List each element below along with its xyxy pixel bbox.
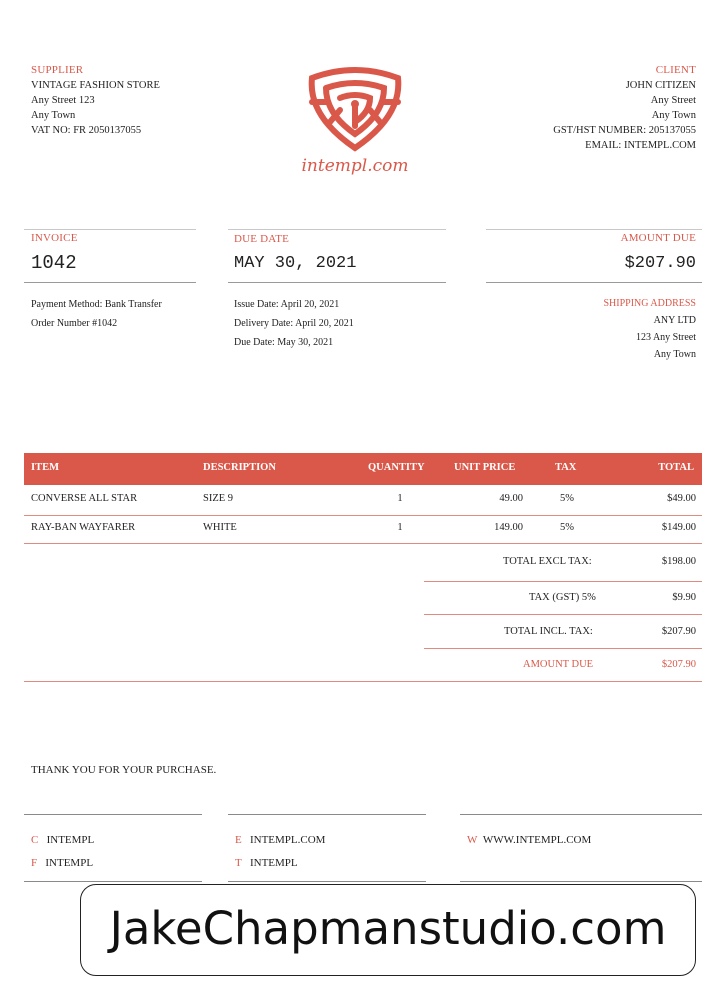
header-unit-price: UNIT PRICE — [454, 462, 516, 473]
due-date-value: MAY 30, 2021 — [234, 254, 357, 273]
company-value: INTEMPL — [46, 834, 95, 846]
fax-value: INTEMPL — [45, 857, 94, 869]
supplier-town: Any Town — [31, 110, 76, 121]
row-description: WHITE — [203, 522, 237, 533]
divider — [24, 881, 202, 882]
footer-website — [467, 829, 591, 852]
supplier-name: VINTAGE FASHION STORE — [31, 80, 160, 91]
header-quantity: QUANTITY — [368, 462, 425, 473]
invoice-number: 1042 — [31, 252, 77, 274]
divider — [24, 282, 196, 283]
table-bottom-divider — [24, 681, 702, 682]
row-divider — [24, 515, 702, 516]
total-incl-tax-value: $207.90 — [661, 626, 696, 637]
summary-divider — [424, 581, 702, 582]
row-description: SIZE 9 — [203, 493, 234, 504]
divider — [460, 881, 702, 882]
row-total: $49.00 — [667, 493, 696, 504]
client-gst: GST/HST NUMBER: 205137055 — [553, 125, 696, 136]
client-email: EMAIL: INTEMPL.COM — [585, 140, 696, 151]
supplier-heading: SUPPLIER — [31, 64, 84, 76]
divider — [486, 229, 702, 230]
divider — [24, 229, 196, 230]
divider — [460, 814, 702, 815]
issue-date: Issue Date: April 20, 2021 — [234, 299, 340, 310]
telephone-value: INTEMPL — [249, 857, 298, 869]
footer-company — [31, 829, 94, 875]
amount-due-label: AMOUNT DUE — [620, 232, 696, 244]
web-letter: W — [467, 834, 478, 846]
email-value: INTEMPL.COM — [249, 834, 326, 846]
tax-label: TAX (GST) 5% — [529, 592, 596, 603]
maze-shield-logo-icon — [290, 64, 420, 154]
divider — [24, 814, 202, 815]
payment-method: Payment Method: Bank Transfer — [31, 299, 162, 310]
company-letter: C — [31, 834, 39, 846]
client-street: Any Street — [650, 95, 696, 106]
row-unit-price: 49.00 — [499, 493, 523, 504]
divider — [228, 229, 446, 230]
watermark-banner: JakeChapmanstudio.com — [80, 884, 696, 976]
telephone-letter: T — [235, 857, 242, 869]
row-divider — [24, 543, 702, 544]
summary-divider — [424, 648, 702, 649]
email-letter: E — [235, 834, 242, 846]
row-item: RAY-BAN WAYFARER — [31, 522, 136, 533]
footer-contact — [235, 829, 325, 875]
row-total: $149.00 — [661, 522, 696, 533]
due-date-label: DUE DATE — [234, 233, 290, 245]
order-number: Order Number #1042 — [31, 318, 118, 329]
row-tax: 5% — [560, 522, 574, 533]
client-heading: CLIENT — [655, 64, 696, 76]
divider — [228, 282, 446, 283]
total-excl-tax-value: $198.00 — [661, 556, 696, 567]
supplier-vat: VAT NO: FR 2050137055 — [31, 125, 142, 136]
client-name: JOHN CITIZEN — [625, 80, 696, 91]
client-town: Any Town — [651, 110, 696, 121]
client-block — [436, 63, 696, 153]
shipping-name: ANY LTD — [653, 315, 696, 326]
due-date-detail: Due Date: May 30, 2021 — [234, 337, 334, 348]
total-excl-tax-label: TOTAL EXCL TAX: — [503, 556, 592, 567]
tax-value: $9.90 — [672, 592, 696, 603]
delivery-date: Delivery Date: April 20, 2021 — [234, 318, 354, 329]
table-header — [24, 453, 702, 485]
header-total: TOTAL — [658, 462, 694, 473]
invoice-label: INVOICE — [31, 232, 78, 244]
amount-due-summary-value: $207.90 — [661, 659, 696, 670]
supplier-street: Any Street 123 — [31, 95, 95, 106]
payment-details — [31, 295, 162, 333]
web-value: WWW.INTEMPL.COM — [482, 834, 592, 846]
row-item: CONVERSE ALL STAR — [31, 493, 138, 504]
amount-due-value: $207.90 — [624, 254, 696, 273]
header-description: DESCRIPTION — [203, 462, 276, 473]
row-tax: 5% — [560, 493, 574, 504]
row-quantity: 1 — [397, 522, 403, 533]
shipping-street: 123 Any Street — [636, 332, 696, 343]
row-quantity: 1 — [397, 493, 403, 504]
shipping-town: Any Town — [653, 349, 696, 360]
header-item: ITEM — [31, 462, 60, 473]
shipping-heading: SHIPPING ADDRESS — [603, 298, 696, 309]
header-tax: TAX — [555, 462, 577, 473]
logo — [290, 64, 420, 182]
fax-letter: F — [31, 857, 38, 869]
row-unit-price: 149.00 — [494, 522, 523, 533]
thank-you-message: THANK YOU FOR YOUR PURCHASE. — [31, 764, 217, 776]
divider — [228, 881, 426, 882]
logo-text: intempl.com — [301, 156, 409, 176]
date-details — [234, 295, 354, 352]
total-incl-tax-label: TOTAL INCL. TAX: — [504, 626, 593, 637]
divider — [228, 814, 426, 815]
divider — [486, 282, 702, 283]
shipping-address — [496, 295, 696, 363]
supplier-block — [31, 63, 160, 138]
amount-due-summary-label: AMOUNT DUE — [523, 659, 594, 670]
summary-divider — [424, 614, 702, 615]
